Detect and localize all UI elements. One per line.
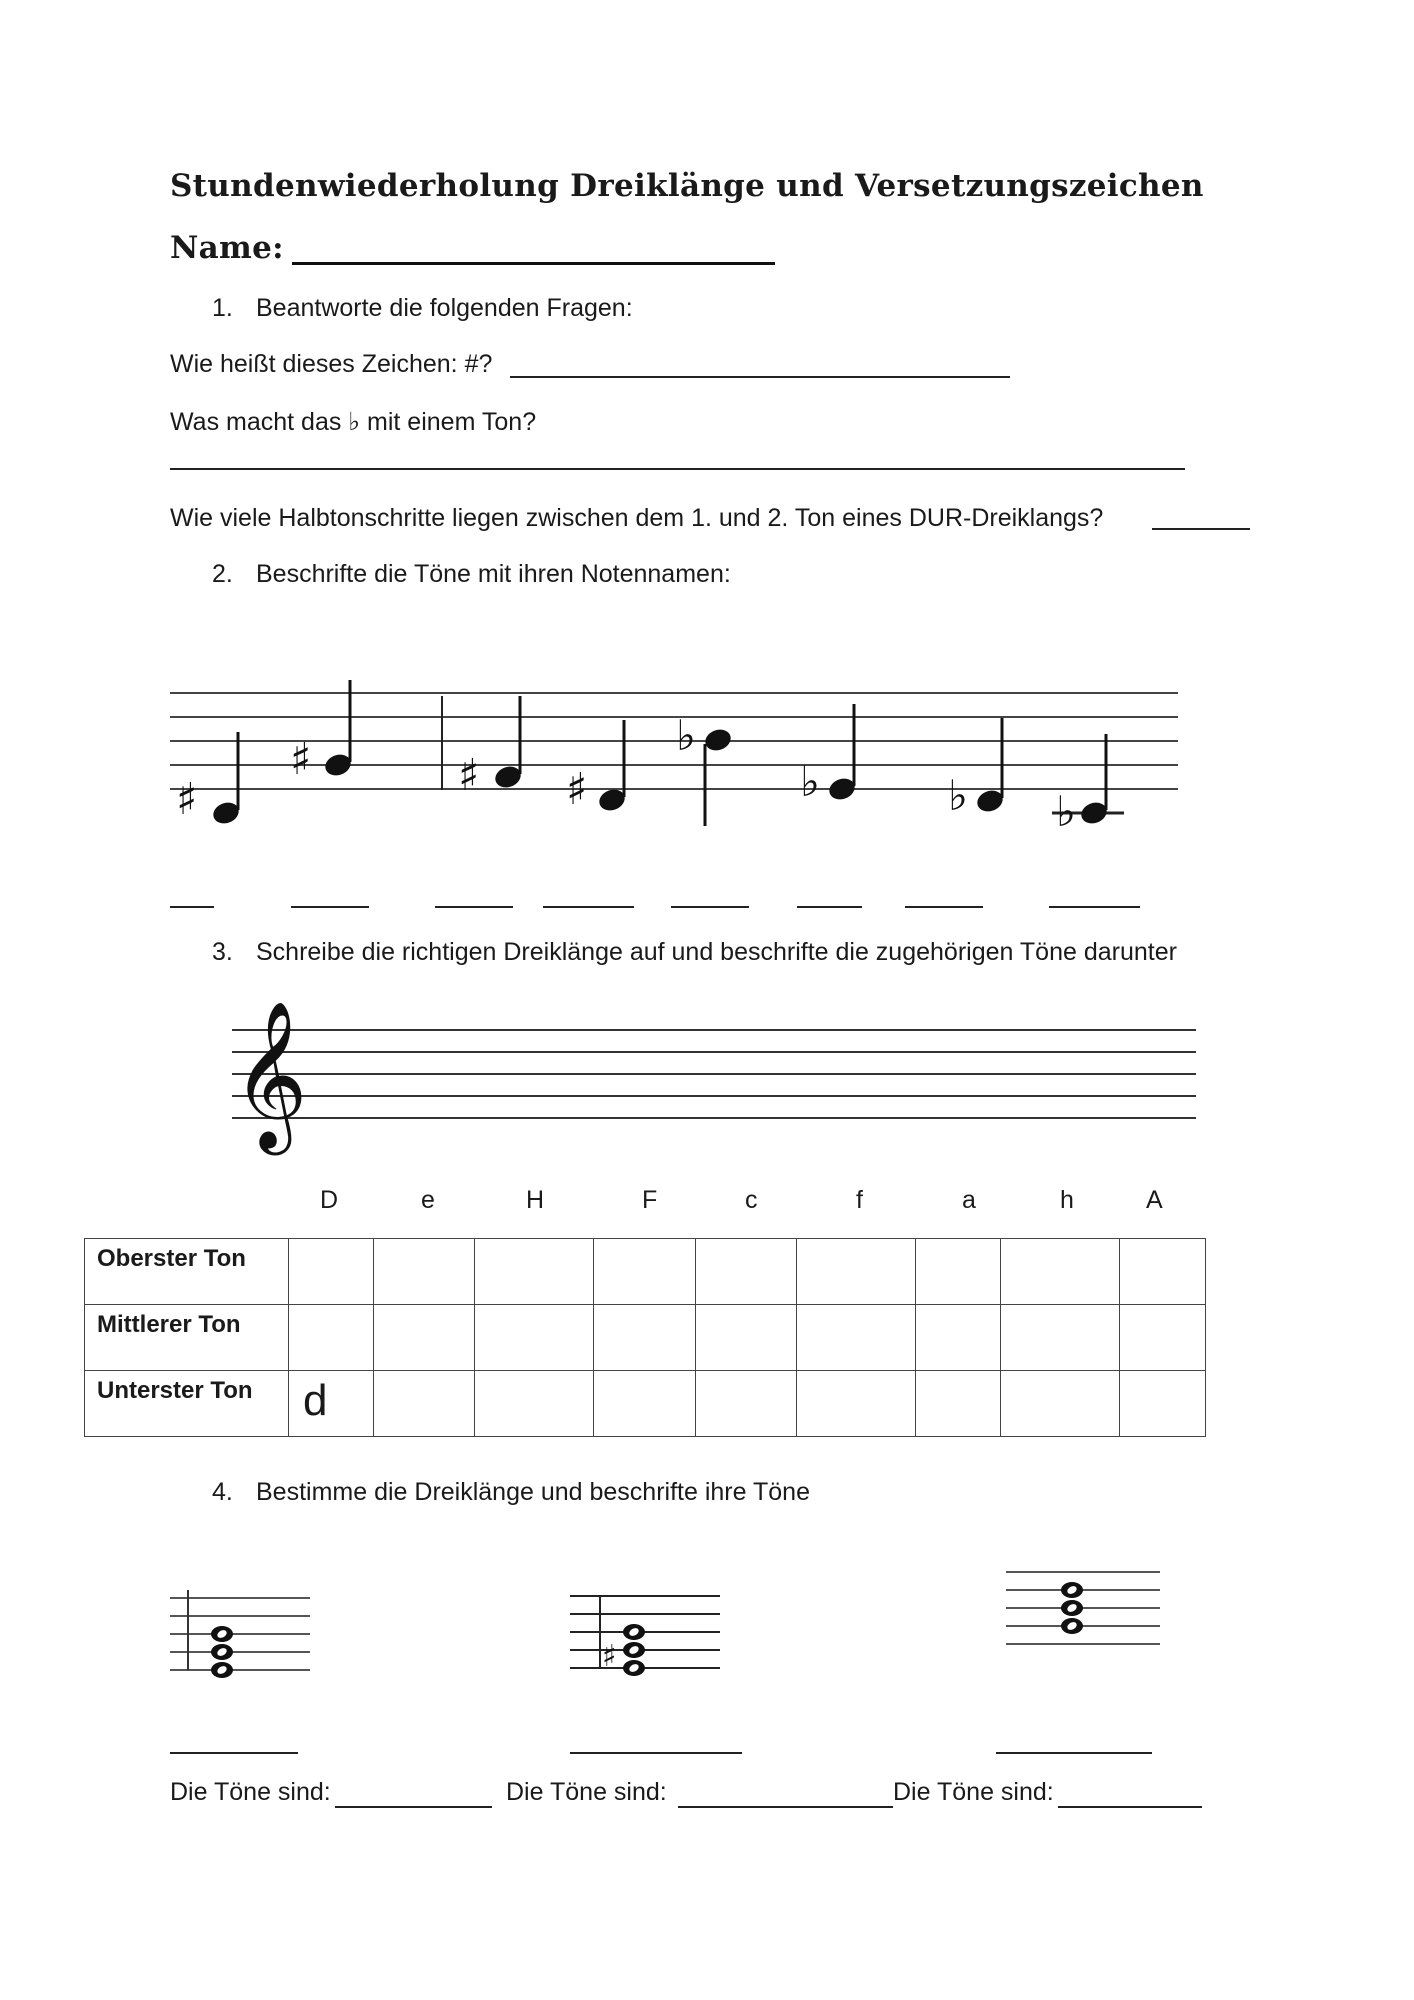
cell-bottom-8[interactable]	[1001, 1371, 1120, 1437]
note-8-accidental: ♭	[1056, 787, 1076, 836]
chord-label-6: f	[856, 1186, 863, 1214]
note-4-accidental: ♯	[566, 764, 588, 815]
name-field[interactable]	[292, 262, 775, 265]
chord-label-5: c	[745, 1186, 758, 1214]
cell-bottom-3[interactable]	[474, 1371, 593, 1437]
cell-top-2[interactable]	[373, 1239, 474, 1305]
note-2	[290, 680, 354, 785]
cell-top-8[interactable]	[1001, 1239, 1120, 1305]
question-semitones: Wie viele Halbtonschritte liegen zwischen dem 1. und 2. Ton eines DUR-Dreiklangs?	[170, 504, 1104, 532]
chord-3	[1006, 1572, 1160, 1644]
treble-staff[interactable]	[0, 990, 1414, 1160]
answer-note-7[interactable]	[905, 906, 983, 908]
note-6	[800, 704, 858, 806]
answer-flat-effect[interactable]	[170, 468, 1185, 470]
cell-mid-6[interactable]	[797, 1305, 916, 1371]
cell-bottom-7[interactable]	[916, 1371, 1001, 1437]
note-2-accidental: ♯	[290, 734, 312, 785]
task3-number: 3.	[212, 938, 233, 966]
answer-chord-2-name[interactable]	[570, 1752, 742, 1754]
task2-instruction: Beschrifte die Töne mit ihren Notennamen:	[256, 560, 731, 588]
treble-clef-icon: 𝄞	[232, 1000, 308, 1149]
staff-notes-to-label	[0, 660, 1414, 900]
task2-number: 2.	[212, 560, 233, 588]
chord-label-7: a	[962, 1186, 976, 1214]
note-1-accidental: ♯	[176, 774, 198, 825]
chord-label-4: F	[642, 1186, 658, 1214]
worksheet-title: Stundenwiederholung Dreiklänge und Versetzungszeichen	[170, 168, 1204, 204]
note-3	[442, 696, 524, 801]
task4-number: 4.	[212, 1478, 233, 1506]
row-label-top-tone: Oberster Ton	[85, 1239, 289, 1305]
answer-chord-2-tones[interactable]	[678, 1806, 893, 1808]
cell-top-7[interactable]	[916, 1239, 1001, 1305]
task1-number: 1.	[212, 294, 233, 322]
name-label: Name:	[170, 230, 284, 266]
chord-label-8: h	[1060, 1186, 1074, 1214]
cell-mid-3[interactable]	[474, 1305, 593, 1371]
cell-bottom-6[interactable]	[797, 1371, 916, 1437]
answer-note-6[interactable]	[797, 906, 862, 908]
cell-top-5[interactable]	[695, 1239, 797, 1305]
answer-note-1[interactable]	[170, 906, 214, 908]
note-7	[948, 718, 1006, 820]
task3-instruction: Schreibe die richtigen Dreiklänge auf und beschrifte die zugehörigen Töne darunter	[256, 938, 1177, 966]
cell-mid-9[interactable]	[1120, 1305, 1206, 1371]
cell-top-1[interactable]	[288, 1239, 373, 1305]
answer-chord-3-tones[interactable]	[1058, 1806, 1202, 1808]
answer-sharp-name[interactable]	[510, 376, 1010, 378]
note-8	[1056, 734, 1110, 836]
cell-bottom-1[interactable]	[288, 1371, 373, 1437]
answer-note-8[interactable]	[1049, 906, 1140, 908]
cell-mid-8[interactable]	[1001, 1305, 1120, 1371]
cell-bottom-9[interactable]	[1120, 1371, 1206, 1437]
cell-bottom-2[interactable]	[373, 1371, 474, 1437]
cell-mid-1[interactable]	[288, 1305, 373, 1371]
answer-semitones[interactable]	[1152, 528, 1250, 530]
cell-top-9[interactable]	[1120, 1239, 1206, 1305]
chord-label-1: D	[320, 1186, 339, 1214]
answer-note-2[interactable]	[291, 906, 369, 908]
note-7-accidental: ♭	[948, 771, 968, 820]
task1-instruction: Beantworte die folgenden Fragen:	[256, 294, 633, 322]
chord-label-2: e	[421, 1186, 435, 1214]
cell-mid-7[interactable]	[916, 1305, 1001, 1371]
note-5-accidental: ♭	[676, 711, 696, 760]
note-5	[660, 693, 790, 826]
task4-instruction: Bestimme die Dreiklänge und beschrifte ihre Töne	[256, 1478, 810, 1506]
row-label-middle-tone: Mittlerer Ton	[85, 1305, 289, 1371]
row-label-bottom-tone: Unterster Ton	[85, 1371, 289, 1437]
answer-chord-3-name[interactable]	[996, 1752, 1152, 1754]
note-4	[566, 720, 628, 815]
chord-2-sharp-icon: ♯	[602, 1639, 617, 1674]
note-1	[176, 732, 242, 827]
filled-bottom-tone: d	[302, 1376, 328, 1425]
chord-label-3: H	[526, 1186, 545, 1214]
question-flat-effect: Was macht das ♭ mit einem Ton?	[170, 408, 537, 436]
chord-label-9: A	[1146, 1186, 1163, 1214]
cell-top-4[interactable]	[593, 1239, 695, 1305]
note-3-accidental: ♯	[458, 750, 480, 801]
cell-top-3[interactable]	[474, 1239, 593, 1305]
cell-mid-2[interactable]	[373, 1305, 474, 1371]
cell-mid-5[interactable]	[695, 1305, 797, 1371]
cell-mid-4[interactable]	[593, 1305, 695, 1371]
chord-1	[170, 1590, 310, 1678]
answer-chord-1-tones[interactable]	[335, 1806, 492, 1808]
answer-note-4[interactable]	[543, 906, 634, 908]
chord-2	[570, 1596, 720, 1676]
cell-bottom-5[interactable]	[695, 1371, 797, 1437]
tones-label-1: Die Töne sind:	[170, 1778, 331, 1806]
answer-note-5[interactable]	[671, 906, 749, 908]
tones-label-2: Die Töne sind:	[506, 1778, 667, 1806]
chord-staves	[0, 1550, 1414, 1710]
note-6-accidental: ♭	[800, 757, 820, 806]
question-sharp-name: Wie heißt dieses Zeichen: #?	[170, 350, 493, 378]
answer-chord-1-name[interactable]	[170, 1752, 298, 1754]
cell-bottom-4[interactable]	[593, 1371, 695, 1437]
answer-note-3[interactable]	[435, 906, 513, 908]
cell-top-6[interactable]	[797, 1239, 916, 1305]
chord-tones-table	[84, 1238, 1206, 1437]
tones-label-3: Die Töne sind:	[893, 1778, 1054, 1806]
